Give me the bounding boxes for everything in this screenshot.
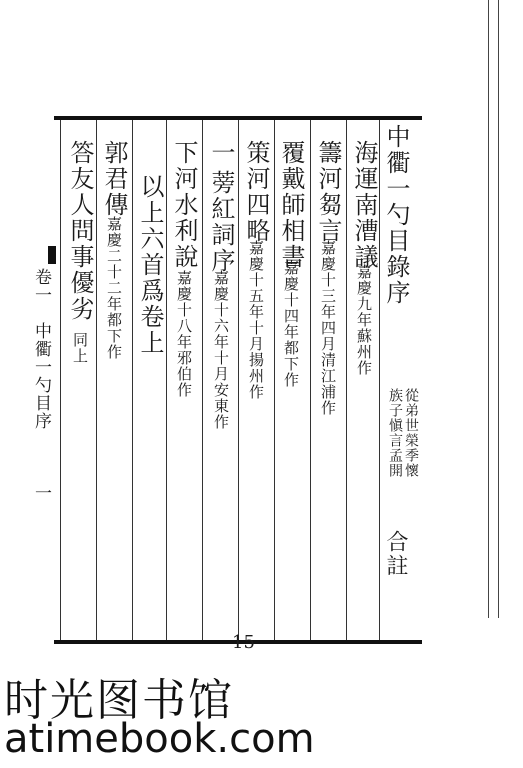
column-rule — [274, 120, 275, 640]
watermark-url: atimebook.com — [4, 716, 315, 762]
entry-title: 籌河芻言 — [314, 140, 342, 244]
entry-title: 下河水利說 — [170, 140, 198, 270]
entry-title: 覆戴師相書 — [277, 140, 305, 270]
column-rule — [202, 120, 203, 640]
entry-note: 嘉慶十八年邪伯作 — [175, 270, 193, 398]
column-rule — [132, 120, 133, 640]
watermark — [0, 664, 523, 768]
book-page-frame — [31, 116, 422, 644]
page-number: 15 — [232, 632, 255, 653]
column-rule — [379, 120, 380, 640]
entry-note: 嘉慶二十二年都下作 — [105, 216, 123, 360]
column-rule — [346, 120, 347, 640]
entry-note: 嘉慶十四年都下作 — [282, 260, 300, 388]
entry-title: 海運南漕議 — [350, 140, 378, 270]
entry-title: 策河四略 — [242, 140, 270, 244]
entry-title: 郭君傳 — [100, 140, 128, 218]
credit-line-2: 族子愼言孟開 — [387, 388, 403, 478]
column-rule — [310, 120, 311, 640]
column-rule — [60, 120, 61, 640]
section-note: 以上六首爲卷上 — [136, 174, 164, 356]
entry-note: 同上 — [71, 332, 89, 364]
entry-note: 嘉慶十六年十月安東作 — [212, 270, 230, 430]
credit-line-1: 從弟世榮季懷 — [403, 388, 419, 478]
right-edge-line-inner — [488, 0, 489, 618]
entry-title: 蒡紅詞序 — [207, 170, 235, 274]
right-edge-line-outer — [498, 0, 499, 618]
column-rule — [238, 120, 239, 640]
entry-note: 嘉慶十五年十月揚州作 — [247, 240, 265, 400]
column-rule — [96, 120, 97, 640]
entry-note: 嘉慶十三年四月清江浦作 — [319, 240, 337, 416]
column-rule — [166, 120, 167, 640]
document-title: 中衢一勺目錄序 — [382, 124, 410, 306]
credit-tag: 合註 — [383, 530, 408, 578]
watermark-chinese: 时光图书馆 — [4, 675, 234, 726]
entry-title: 一 — [207, 140, 235, 166]
fish-tail-mark — [48, 246, 56, 264]
entry-note: 嘉慶九年蘇州作 — [355, 264, 373, 376]
entry-title: 答友人問事優劣 — [66, 140, 94, 322]
margin-label: 卷一 中衢一勺目序 一 — [31, 268, 51, 502]
